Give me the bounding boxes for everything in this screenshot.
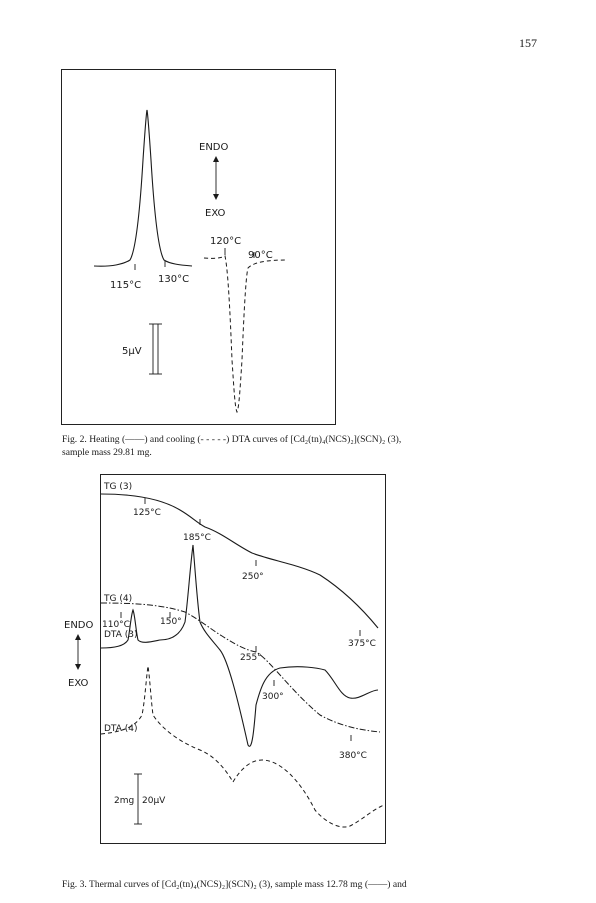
exo-label: EXO	[205, 208, 226, 219]
cooling-label-90: 90°C	[248, 250, 273, 261]
dta3-label-110: 110°C	[102, 620, 130, 630]
fig3-arrow-down-icon	[75, 664, 81, 670]
dta3-label: DTA (3)	[104, 630, 138, 640]
fig3-scale-uv: 20μV	[142, 796, 166, 806]
scale-label: 5μV	[122, 346, 142, 357]
tg4-label-380: 380°C	[339, 751, 367, 761]
tg3-label-185: 185°C	[183, 533, 211, 543]
cooling-label-120: 120°C	[210, 236, 242, 247]
fig3-exo-label: EXO	[68, 678, 89, 689]
tg4-label: TG (4)	[104, 594, 133, 604]
figure-3-caption: Fig. 3. Thermal curves of [Cd₂(tn)₄(NCS)₂](SCN)₂ (3), sample mass 12.78 mg (——) and	[62, 879, 407, 890]
dta3-label-150: 150°	[160, 617, 182, 627]
dta4-label: DTA (4)	[104, 724, 138, 734]
dta3-label-300: 300°	[262, 692, 284, 702]
tg3-label: TG (3)	[104, 482, 133, 492]
tg3-label-375: 375°C	[348, 639, 376, 649]
page-number: 157	[519, 36, 537, 50]
heating-label-130: 130°C	[158, 274, 190, 285]
figure-2-caption-line1: Fig. 2. Heating (——) and cooling (- - - - -) DTA curves of [Cd₂(tn)₄(NCS)₂](SCN)₂ (3),	[62, 434, 402, 445]
fig3-endo-label: ENDO	[64, 620, 94, 631]
figure-2-caption-line2: sample mass 29.81 mg.	[62, 447, 152, 458]
tg4-label-255: 255°	[240, 653, 262, 663]
heating-label-115: 115°C	[110, 280, 142, 291]
fig3-scale-mg: 2mg	[114, 796, 135, 806]
tg3-label-125: 125°C	[133, 508, 161, 518]
dta3-curve	[101, 545, 378, 746]
fig3-arrow-up-icon	[75, 634, 81, 640]
tg3-label-250: 250°	[242, 572, 264, 582]
endo-label: ENDO	[199, 142, 229, 153]
